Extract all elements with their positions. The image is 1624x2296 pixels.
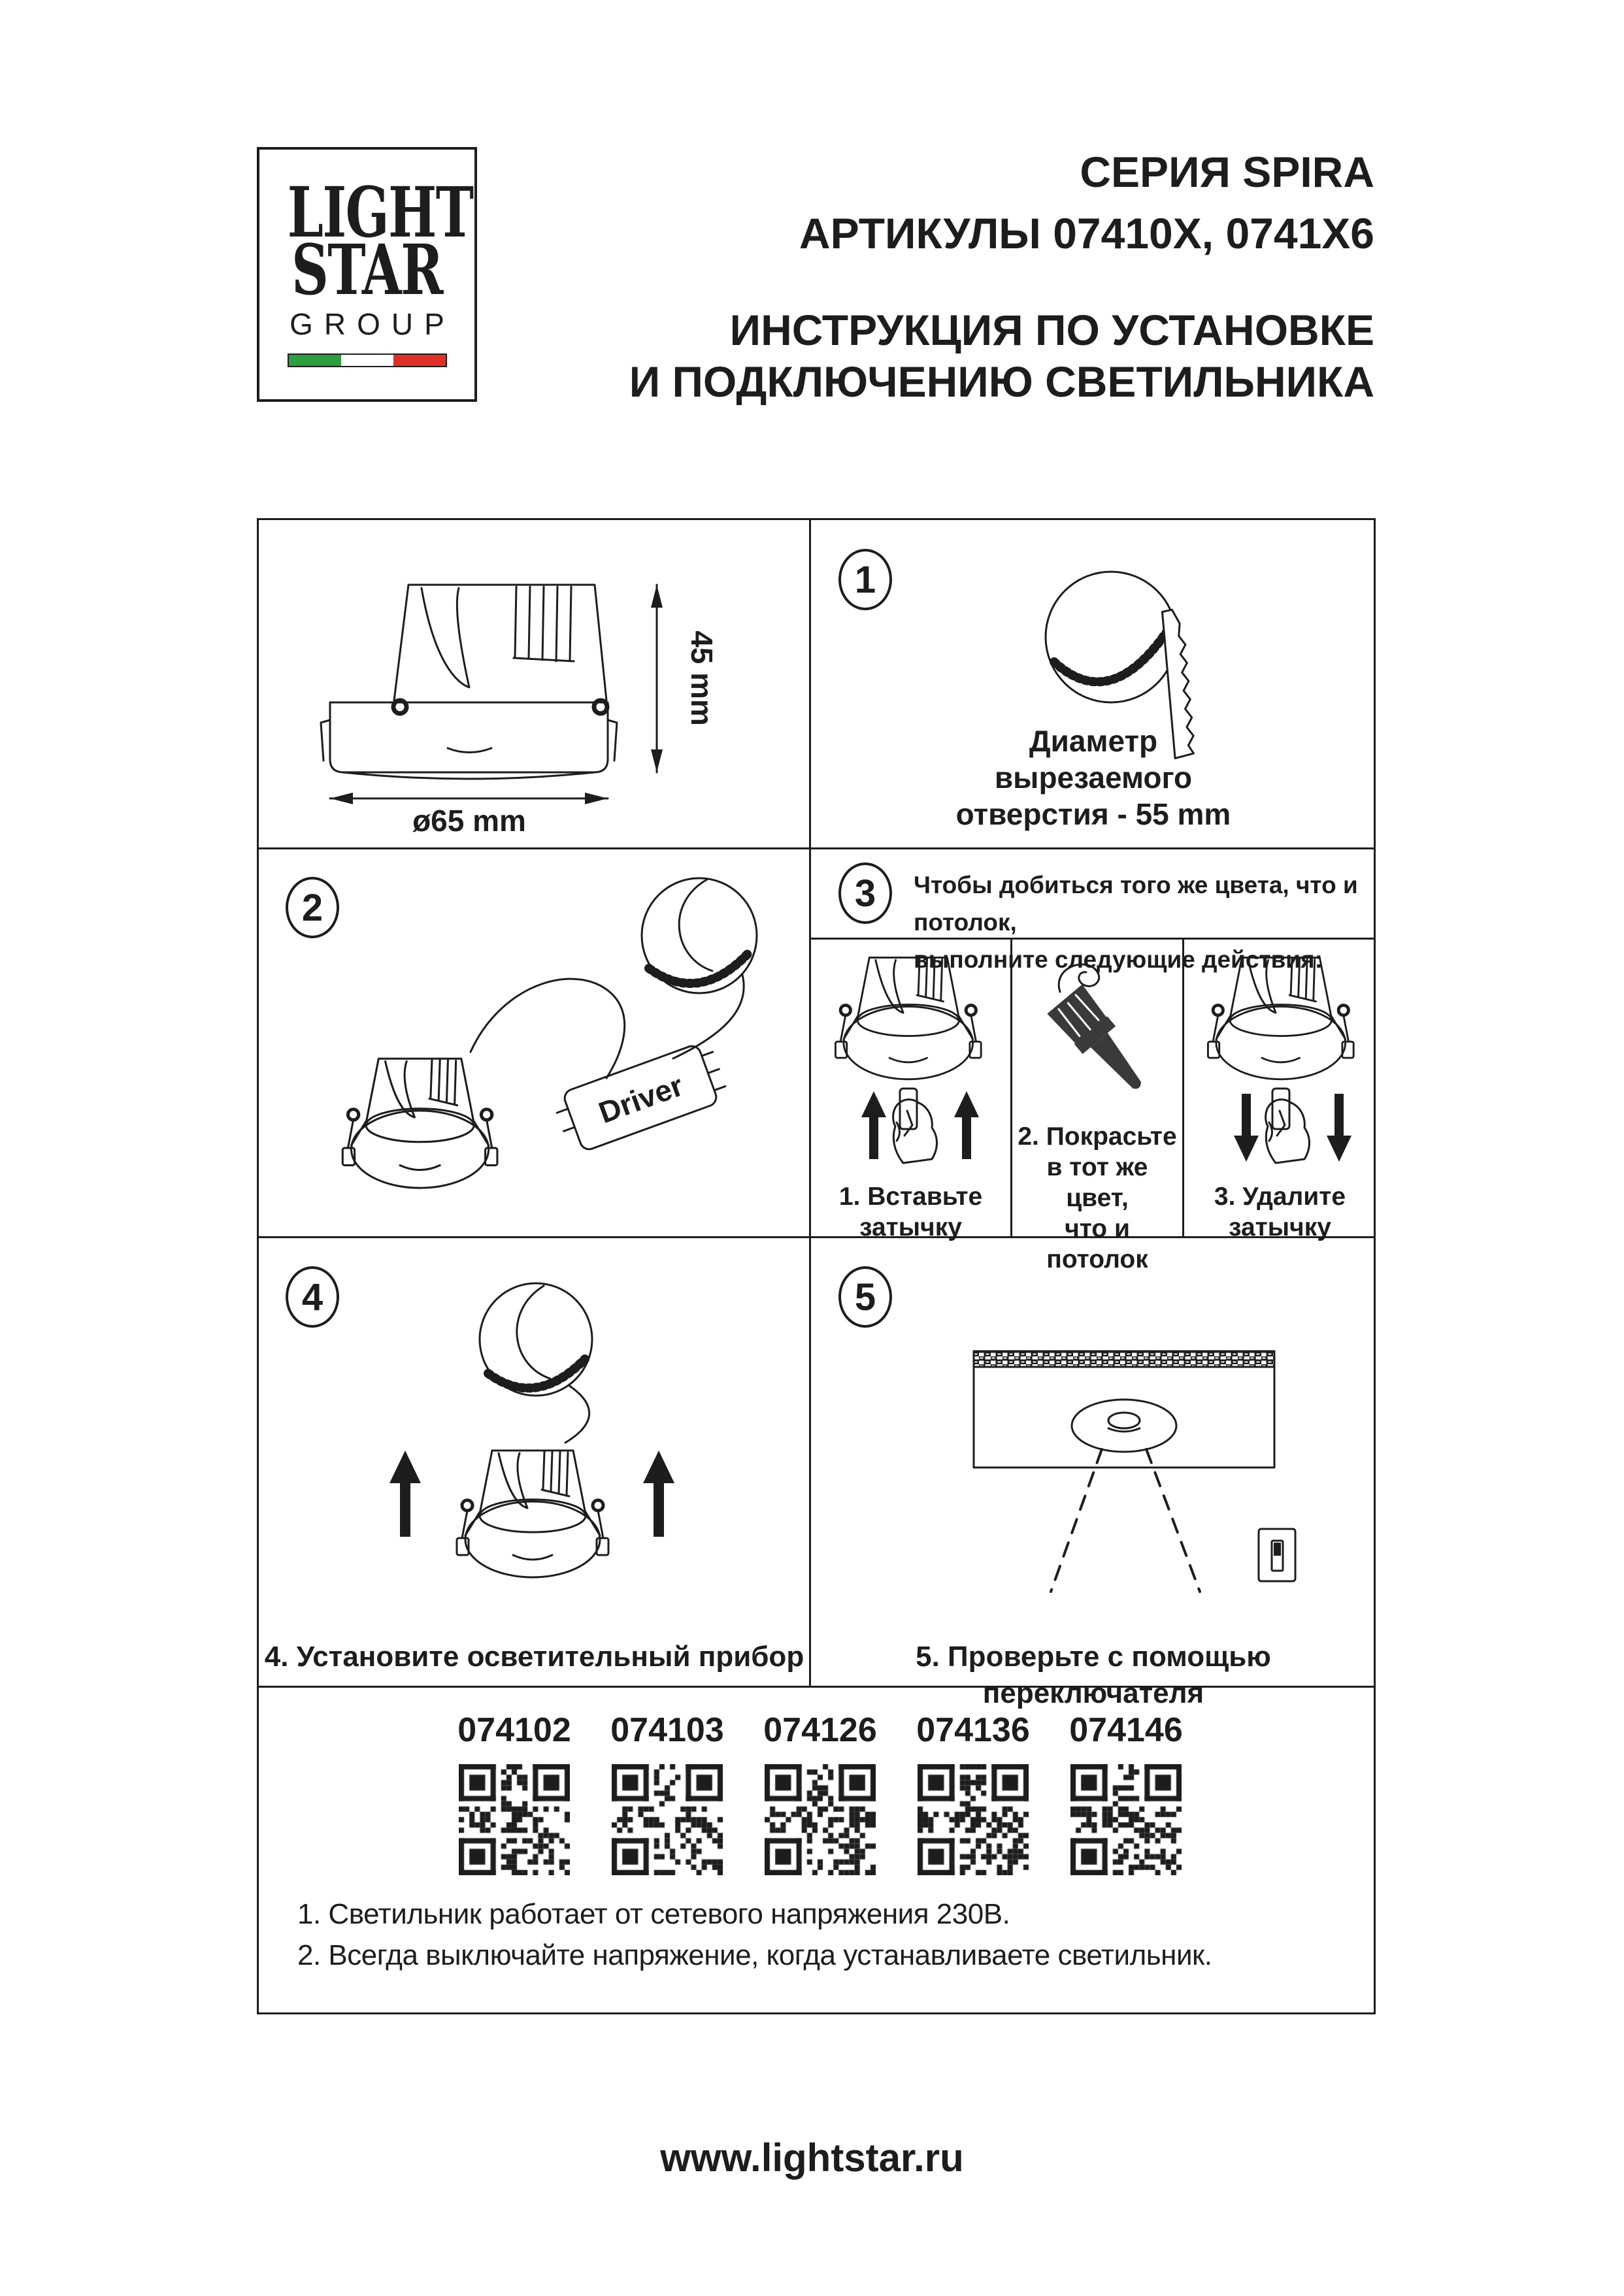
step-3-header-line1: Чтобы добиться того же цвета, что и потолок, [914, 872, 1358, 936]
light-beam [1146, 1449, 1200, 1592]
step-1-caption [813, 723, 1374, 832]
qr-block [591, 1711, 744, 1875]
qr-block [897, 1711, 1050, 1875]
step-3-sub2-line1: 2. Покрасьте [1018, 1123, 1177, 1151]
italian-flag-icon [288, 353, 447, 367]
step-1-caption-line3: отверстия - 55 mm [955, 797, 1231, 831]
height-dimension [651, 585, 719, 772]
diameter-label: ø65 mm [412, 804, 526, 836]
flag-red-stripe [393, 355, 446, 366]
fixture-driver-assembly-icon [307, 862, 791, 1228]
light-beam [1051, 1449, 1102, 1592]
qr-code-icon [459, 1764, 570, 1875]
downlight-icon [457, 1451, 608, 1577]
diameter-dimension [330, 793, 608, 836]
article-number: 074102 [457, 1711, 571, 1749]
series-title: СЕРИЯ SPIRA [1080, 148, 1374, 196]
driver-box-icon [551, 1040, 729, 1156]
arrow-up-icon [389, 1451, 421, 1537]
row-divider-1 [257, 847, 1376, 849]
switch-icon [1259, 1529, 1295, 1581]
qr-block [744, 1711, 897, 1875]
step-3-sub3-caption: 3. Удалите затычку [1214, 1183, 1346, 1241]
flag-green-stripe [289, 355, 341, 366]
arrow-up-icon [954, 1091, 979, 1159]
step-1-digit: 1 [854, 558, 876, 601]
arrow-up-icon [861, 1091, 886, 1159]
downlight-icon [1208, 958, 1353, 1079]
step-4-caption: 4. Установите осветительный прибор [264, 1641, 804, 1673]
step-3-number [838, 862, 892, 924]
article-number: 074126 [763, 1711, 877, 1749]
arrow-up-icon [643, 1451, 674, 1537]
qr-block [438, 1711, 591, 1875]
step-5-number [838, 1266, 892, 1328]
downlight-front-icon [321, 585, 617, 779]
step-3-digit: 3 [854, 872, 876, 915]
downlight-icon [342, 1058, 497, 1188]
height-label: 45 mm [685, 631, 719, 726]
step-1-number [838, 549, 892, 610]
step-4-digit: 4 [301, 1275, 323, 1319]
document-header [629, 149, 1374, 408]
install-fixture-icon [340, 1279, 725, 1596]
logo-word-light: LIGHT [287, 171, 473, 253]
plug-icon [1272, 1089, 1289, 1129]
step-3-sub1-caption: 1. Вставьте затычку [838, 1183, 983, 1241]
arrow-down-icon [1234, 1094, 1259, 1162]
qr-code-icon [612, 1764, 723, 1875]
article-number: 074146 [1069, 1711, 1183, 1749]
step-4-number [286, 1266, 339, 1328]
step-3-header-line2: выполните следующие действия: [914, 946, 1323, 973]
logo-word-star: STAR [291, 229, 442, 310]
logo-word-group: GROUP [290, 307, 456, 341]
doc-title-line1: ИНСТРУКЦИЯ ПО УСТАНОВКЕ [729, 306, 1374, 354]
article-number: 074136 [916, 1711, 1030, 1749]
insert-plug-icon [829, 949, 992, 1164]
downlight-icon [835, 958, 981, 1079]
step-2-digit: 2 [301, 886, 323, 929]
qr-code-icon [1070, 1764, 1182, 1875]
qr-code-icon [918, 1764, 1029, 1875]
step-3-sub2-caption [1012, 1121, 1182, 1275]
step-5-digit: 5 [854, 1275, 876, 1319]
note-line2: 2. Всегда выключайте напряжение, когда устанавливаете светильник. [297, 1939, 1212, 1971]
website-url: www.lightstar.ru [660, 2136, 964, 2180]
article-number: 074103 [610, 1711, 724, 1749]
note-line1: 1. Светильник работает от сетевого напряжения 230В. [297, 1898, 1010, 1930]
doc-title-line2: И ПОДКЛЮЧЕНИЮ СВЕТИЛЬНИКА [629, 357, 1374, 406]
paintbrush-icon [1040, 953, 1158, 1123]
fixture-dimensions-diagram [301, 555, 719, 836]
step-1-caption-line1: Диаметр [1029, 724, 1158, 758]
plug-icon [900, 1089, 917, 1129]
wire [471, 979, 625, 1078]
remove-plug-icon [1201, 949, 1365, 1164]
step-3-sub2-line2: в тот же цвет, [1046, 1153, 1148, 1212]
safety-notes [297, 1894, 1356, 1976]
qr-block [1050, 1711, 1202, 1875]
qr-code-icon [765, 1764, 876, 1875]
wire [565, 1385, 589, 1443]
arrow-down-icon [1327, 1094, 1351, 1162]
step-5-caption: 5. Проверьте с помощью переключателя [916, 1641, 1271, 1709]
step-3-sub2-line3: что и потолок [1046, 1215, 1148, 1273]
step-1-caption-line2: вырезаемого [994, 761, 1193, 795]
vertical-divider [809, 518, 811, 1688]
switch-test-icon [908, 1333, 1340, 1614]
flag-white-stripe [341, 355, 393, 366]
driver-label: Driver [594, 1068, 688, 1130]
lightstar-logo [257, 147, 477, 402]
articles-line: АРТИКУЛЫ 07410X, 0741X6 [799, 209, 1374, 257]
